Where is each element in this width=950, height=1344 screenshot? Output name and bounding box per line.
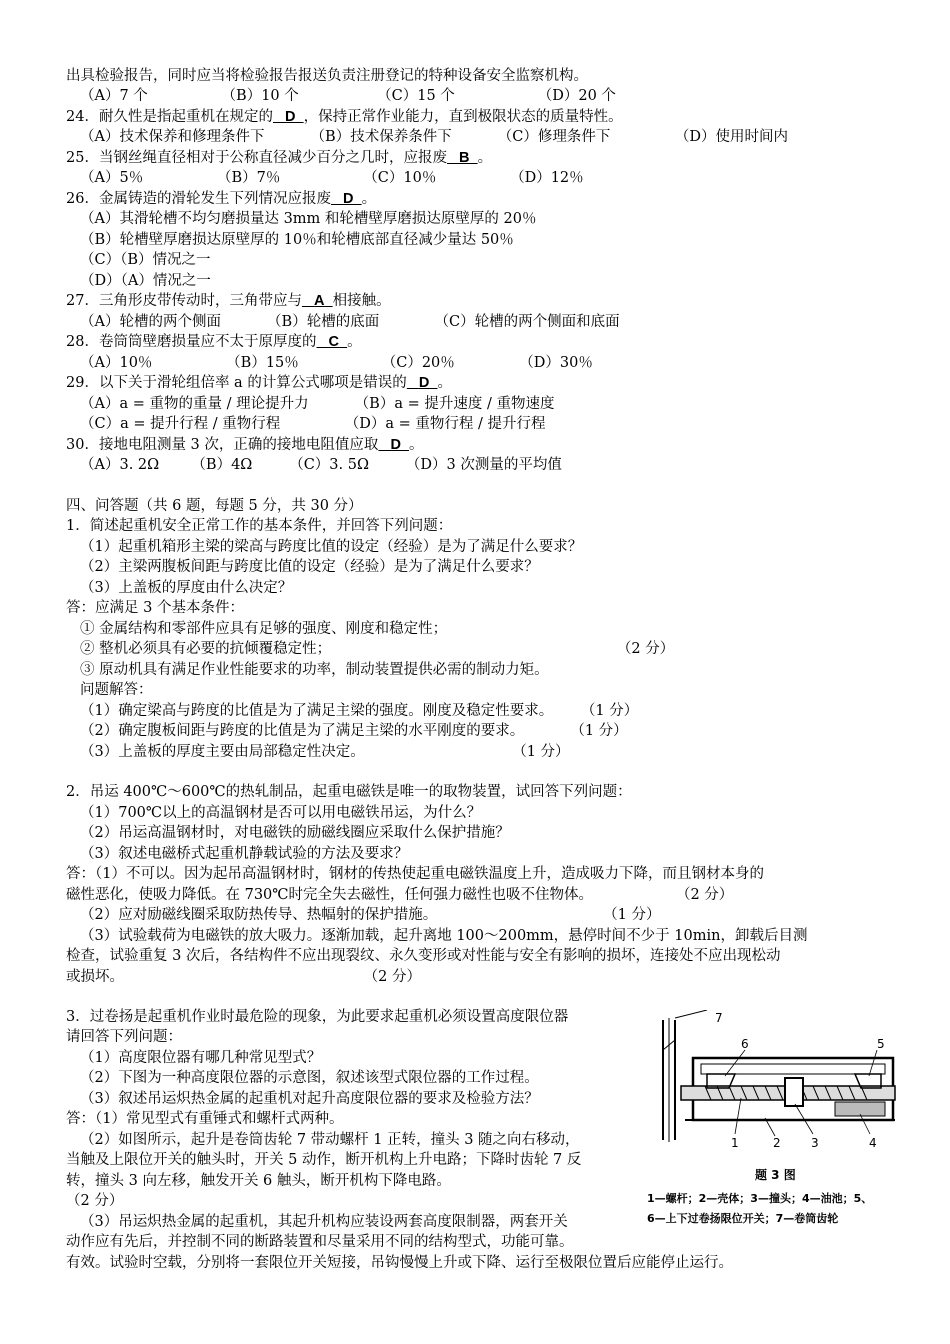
line-text: （1）高度限位器有哪几种常见型式？ [80,1050,322,1066]
line-text: （3）叙述电磁桥式起重机静载试验的方法及要求？ [80,846,409,862]
line-text: （3）叙述吊运炽热金属的起重机对起升高度限位器的要求及检验方法？ [80,1091,539,1107]
text-line [80,271,211,291]
line-text: 答：（1）不可以。因为起吊高温钢材时，钢材的传热使起重电磁铁温度上升，造成吸力下降，而且钢材本身的 [66,866,764,882]
line-text: 2．吊运 400℃～600℃的热轧制品，起重电磁铁是唯一的取物装置，试回答下列问题： [66,784,632,800]
text-line [80,557,539,577]
line-text: （2）应对励磁线圈采取防热传导、热幅射的保护措施。 （1 分） [80,907,661,923]
line-rest: 相接触。 [332,293,391,309]
question-line [66,148,492,168]
text-line [66,66,588,86]
text-line [80,721,628,741]
text-line [80,353,593,373]
question-line [66,107,623,127]
line-text: （A）技术保养和修理条件下 （B）技术保养条件下 （C）修理条件下 （D）使用时间内 [80,129,789,145]
question-line [66,435,424,455]
line-text: 1．简述起重机安全正常工作的基本条件，并回答下列问题： [66,518,453,534]
line-text: 出具检验报告，同时应当将检验报告报送负责注册登记的特种设备安全监察机构。 [66,68,588,84]
text-line [66,967,421,987]
text-line [80,701,638,721]
text-line [80,455,562,475]
line-text: 当触及上限位开关的触头时，开关 5 动作，断开机构上升电路；下降时齿轮 7 反 [66,1152,582,1168]
line-text: ② 整机必须具有必要的抗倾覆稳定性； （2 分） [80,641,675,657]
text-line [66,1253,733,1273]
answer-letter: D [285,109,296,125]
line-text: （B）轮槽壁厚磨损达原壁厚的 10％和轮槽底部直径减少量达 50％ [80,232,514,248]
line-rest: 。 [409,437,424,453]
text-line [80,742,570,762]
text-line [80,803,481,823]
line-text: 动作应有先后，并控制不同的断路装置和尽量采用不同的结构型式，功能可靠。 [66,1234,574,1250]
text-line [80,414,545,434]
line-text: 3．过卷扬是起重机作业时最危险的现象，为此要求起重机必须设置高度限位器 [66,1009,569,1025]
line-text: （3）吊运炽热金属的起重机，其起升机构应装设两套高度限制器，两套开关 [80,1214,568,1230]
text-line [80,1048,321,1068]
line-text: （3）上盖板的厚度主要由局部稳定性决定。 （1 分） [80,744,570,760]
line-text: （2 分） [66,1193,124,1209]
line-text: （D）（A）情况之一 [80,273,211,289]
text-line [66,1232,574,1252]
question-line [66,189,376,209]
text-line [80,926,807,946]
line-text: 四、问答题（共 6 题，每题 5 分，共 30 分） [66,498,363,514]
text-line [80,127,788,147]
label-2: 2 [773,1136,781,1150]
text-line [66,1109,343,1129]
line-text: 磁性恶化，使吸力降低。在 730℃时完全失去磁性，任何强力磁性也吸不住物体。 （2 分） [66,887,734,903]
figure-caption-1: 1—螺杆；2—壳体；3—撞头；4—油池；5、 [647,1192,873,1205]
text-line [80,660,549,680]
line-text: （2）如图所示，起升是卷筒齿轮 7 带动螺杆 1 正转，撞头 3 随之向右移动， [80,1132,580,1148]
text-line [66,496,363,516]
line-text: （A）10％ （B）15％ （C）20％ （D）30％ [80,355,593,371]
line-text: （2）下图为一种高度限位器的示意图，叙述该型式限位器的工作过程。 [80,1070,539,1086]
line-rest: 。 [361,191,377,207]
line-text: 问题解答： [80,682,153,698]
line-text: （2）主梁两腹板间距与跨度比值的设定（经验）是为了满足什么要求？ [80,559,539,575]
limiter-diagram [645,1010,905,1230]
answer-letter: D [390,437,401,453]
label-1: 1 [731,1136,739,1150]
text-line [66,946,780,966]
line-text: （C）（B）情况之一 [80,252,211,268]
line-text: 29．以下关于滑轮组倍率 a 的计算公式哪项是错误的 [66,375,407,391]
text-line [80,1212,568,1232]
answer-blank [316,334,347,350]
line-text: 25．当钢丝绳直径相对于公称直径减少百分之几时，应报废 [66,150,447,166]
line-text: 答：（1）常见型式有重锤式和螺杆式两种。 [66,1111,344,1127]
line-text: ③ 原动机具有满足作业性能要求的功率，制动装置提供必需的制动力矩。 [80,662,549,678]
limiter-schematic-svg [645,1010,905,1150]
line-text: 答：应满足 3 个基本条件： [66,600,244,616]
text-line [66,885,733,905]
line-rest: ，保持正常作业能力，直到极限状态的质量特性。 [303,109,623,125]
question-line [66,291,391,311]
line-rest: 。 [347,334,362,350]
text-line [80,1130,580,1150]
line-text: 27．三角形皮带传动时，三角带应与 [66,293,302,309]
label-7: 7 [715,1011,723,1025]
text-line [80,312,620,332]
line-text: （A）5％ （B）7％ （C）10％ （D）12％ [80,170,584,186]
figure-caption-2: 6—上下过卷扬限位开关；7—卷筒齿轮 [647,1212,839,1225]
line-text: （1）确定梁高与跨度的比值是为了满足主梁的强度。刚度及稳定性要求。 （1 分） [80,703,639,719]
text-line [66,782,632,802]
text-line [80,537,582,557]
line-text: 请回答下列问题： [66,1029,182,1045]
text-line [80,394,554,414]
line-text: 转，撞头 3 向左移，触发开关 6 触头，断开机构下降电路。 [66,1173,451,1189]
text-line [66,1007,568,1027]
text-line [80,619,447,639]
line-rest: 。 [437,375,452,391]
text-line [66,1150,581,1170]
text-line [80,250,211,270]
line-text: （A）轮槽的两个侧面 （B）轮槽的底面 （C）轮槽的两个侧面和底面 [80,314,620,330]
line-text: ① 金属结构和零部件应具有足够的强度、刚度和稳定性； [80,621,448,637]
line-text: 26．金属铸造的滑轮发生下列情况应报废 [66,191,331,207]
answer-letter: C [328,334,340,350]
text-line [80,823,510,843]
line-text: 24．耐久性是指起重机在规定的 [66,109,273,125]
line-text: （3）试验载荷为电磁铁的放大吸力。逐渐加载，起升离地 100～200mm，悬停时间不少于 10min，卸载后目测 [80,928,808,944]
answer-blank [302,293,333,309]
label-4: 4 [869,1136,877,1150]
question-line [66,332,362,352]
line-text: （3）上盖板的厚度由什么决定？ [80,580,293,596]
text-line [80,680,153,700]
line-text: 有效。试验时空载，分别将一套限位开关短接，吊钩慢慢上升或下降、运行至极限位置后应能停止运行。 [66,1255,733,1271]
line-text: （A）7 个 （B）10 个 （C）15 个 （D）20 个 [80,88,616,104]
answer-letter: B [459,150,470,166]
text-line [80,905,661,925]
label-5: 5 [877,1037,885,1051]
line-text: 或损坏。 （2 分） [66,969,422,985]
figure-title: 题 3 图 [755,1168,796,1182]
answer-letter: D [418,375,430,391]
line-text: （A）a = 重物的重量 / 理论提升力 （B）a = 提升速度 / 重物速度 [80,396,555,412]
text-line [80,230,514,250]
text-line [66,864,764,884]
line-rest: 。 [477,150,493,166]
line-text: （2）确定腹板间距与跨度的比值是为了满足主梁的水平刚度的要求。 （1 分） [80,723,628,739]
line-text: （2）吊运高温钢材时，对电磁铁的励磁线圈应采取什么保护措施？ [80,825,510,841]
answer-letter: D [343,191,354,207]
line-text: （1）起重机箱形主梁的梁高与跨度比值的设定（经验）是为了满足什么要求？ [80,539,583,555]
text-line [66,1027,182,1047]
answer-blank [273,109,304,125]
line-text: 检查，试验重复 3 次后，各结构件不应出现裂纹、永久变形或对性能与安全有影响的损坏，连接处不应出现松动 [66,948,781,964]
line-text: 28．卷筒筒壁磨损量应不太于原厚度的 [66,334,317,350]
line-text: （1）700℃以上的高温钢材是否可以用电磁铁吊运，为什么？ [80,805,482,821]
line-text: （C）a = 提升行程 / 重物行程 （D）a = 重物行程 / 提升行程 [80,416,546,432]
text-line [80,844,408,864]
text-line [80,578,292,598]
text-line [80,1068,539,1088]
line-text: （A）3. 2Ω （B）4Ω （C）3. 5Ω （D）3 次测量的平均值 [80,457,562,473]
text-line [80,168,584,188]
answer-letter: A [314,293,325,309]
answer-blank [407,375,438,391]
answer-blank [331,191,362,207]
text-line [80,639,674,659]
line-text: （A）其滑轮槽不均匀磨损量达 3mm 和轮槽壁厚磨损达原壁厚的 20％ [80,211,537,227]
label-3: 3 [811,1136,819,1150]
text-line [80,86,616,106]
text-line [80,209,536,229]
text-line [66,1171,451,1191]
text-line [80,1089,539,1109]
line-text: 30．接地电阻测量 3 次，正确的接地电阻值应取 [66,437,379,453]
text-line [66,516,452,536]
label-6: 6 [741,1037,749,1051]
answer-blank [378,437,409,453]
question-line [66,373,452,393]
text-line [66,598,244,618]
text-line [66,1191,123,1211]
answer-blank [447,150,478,166]
